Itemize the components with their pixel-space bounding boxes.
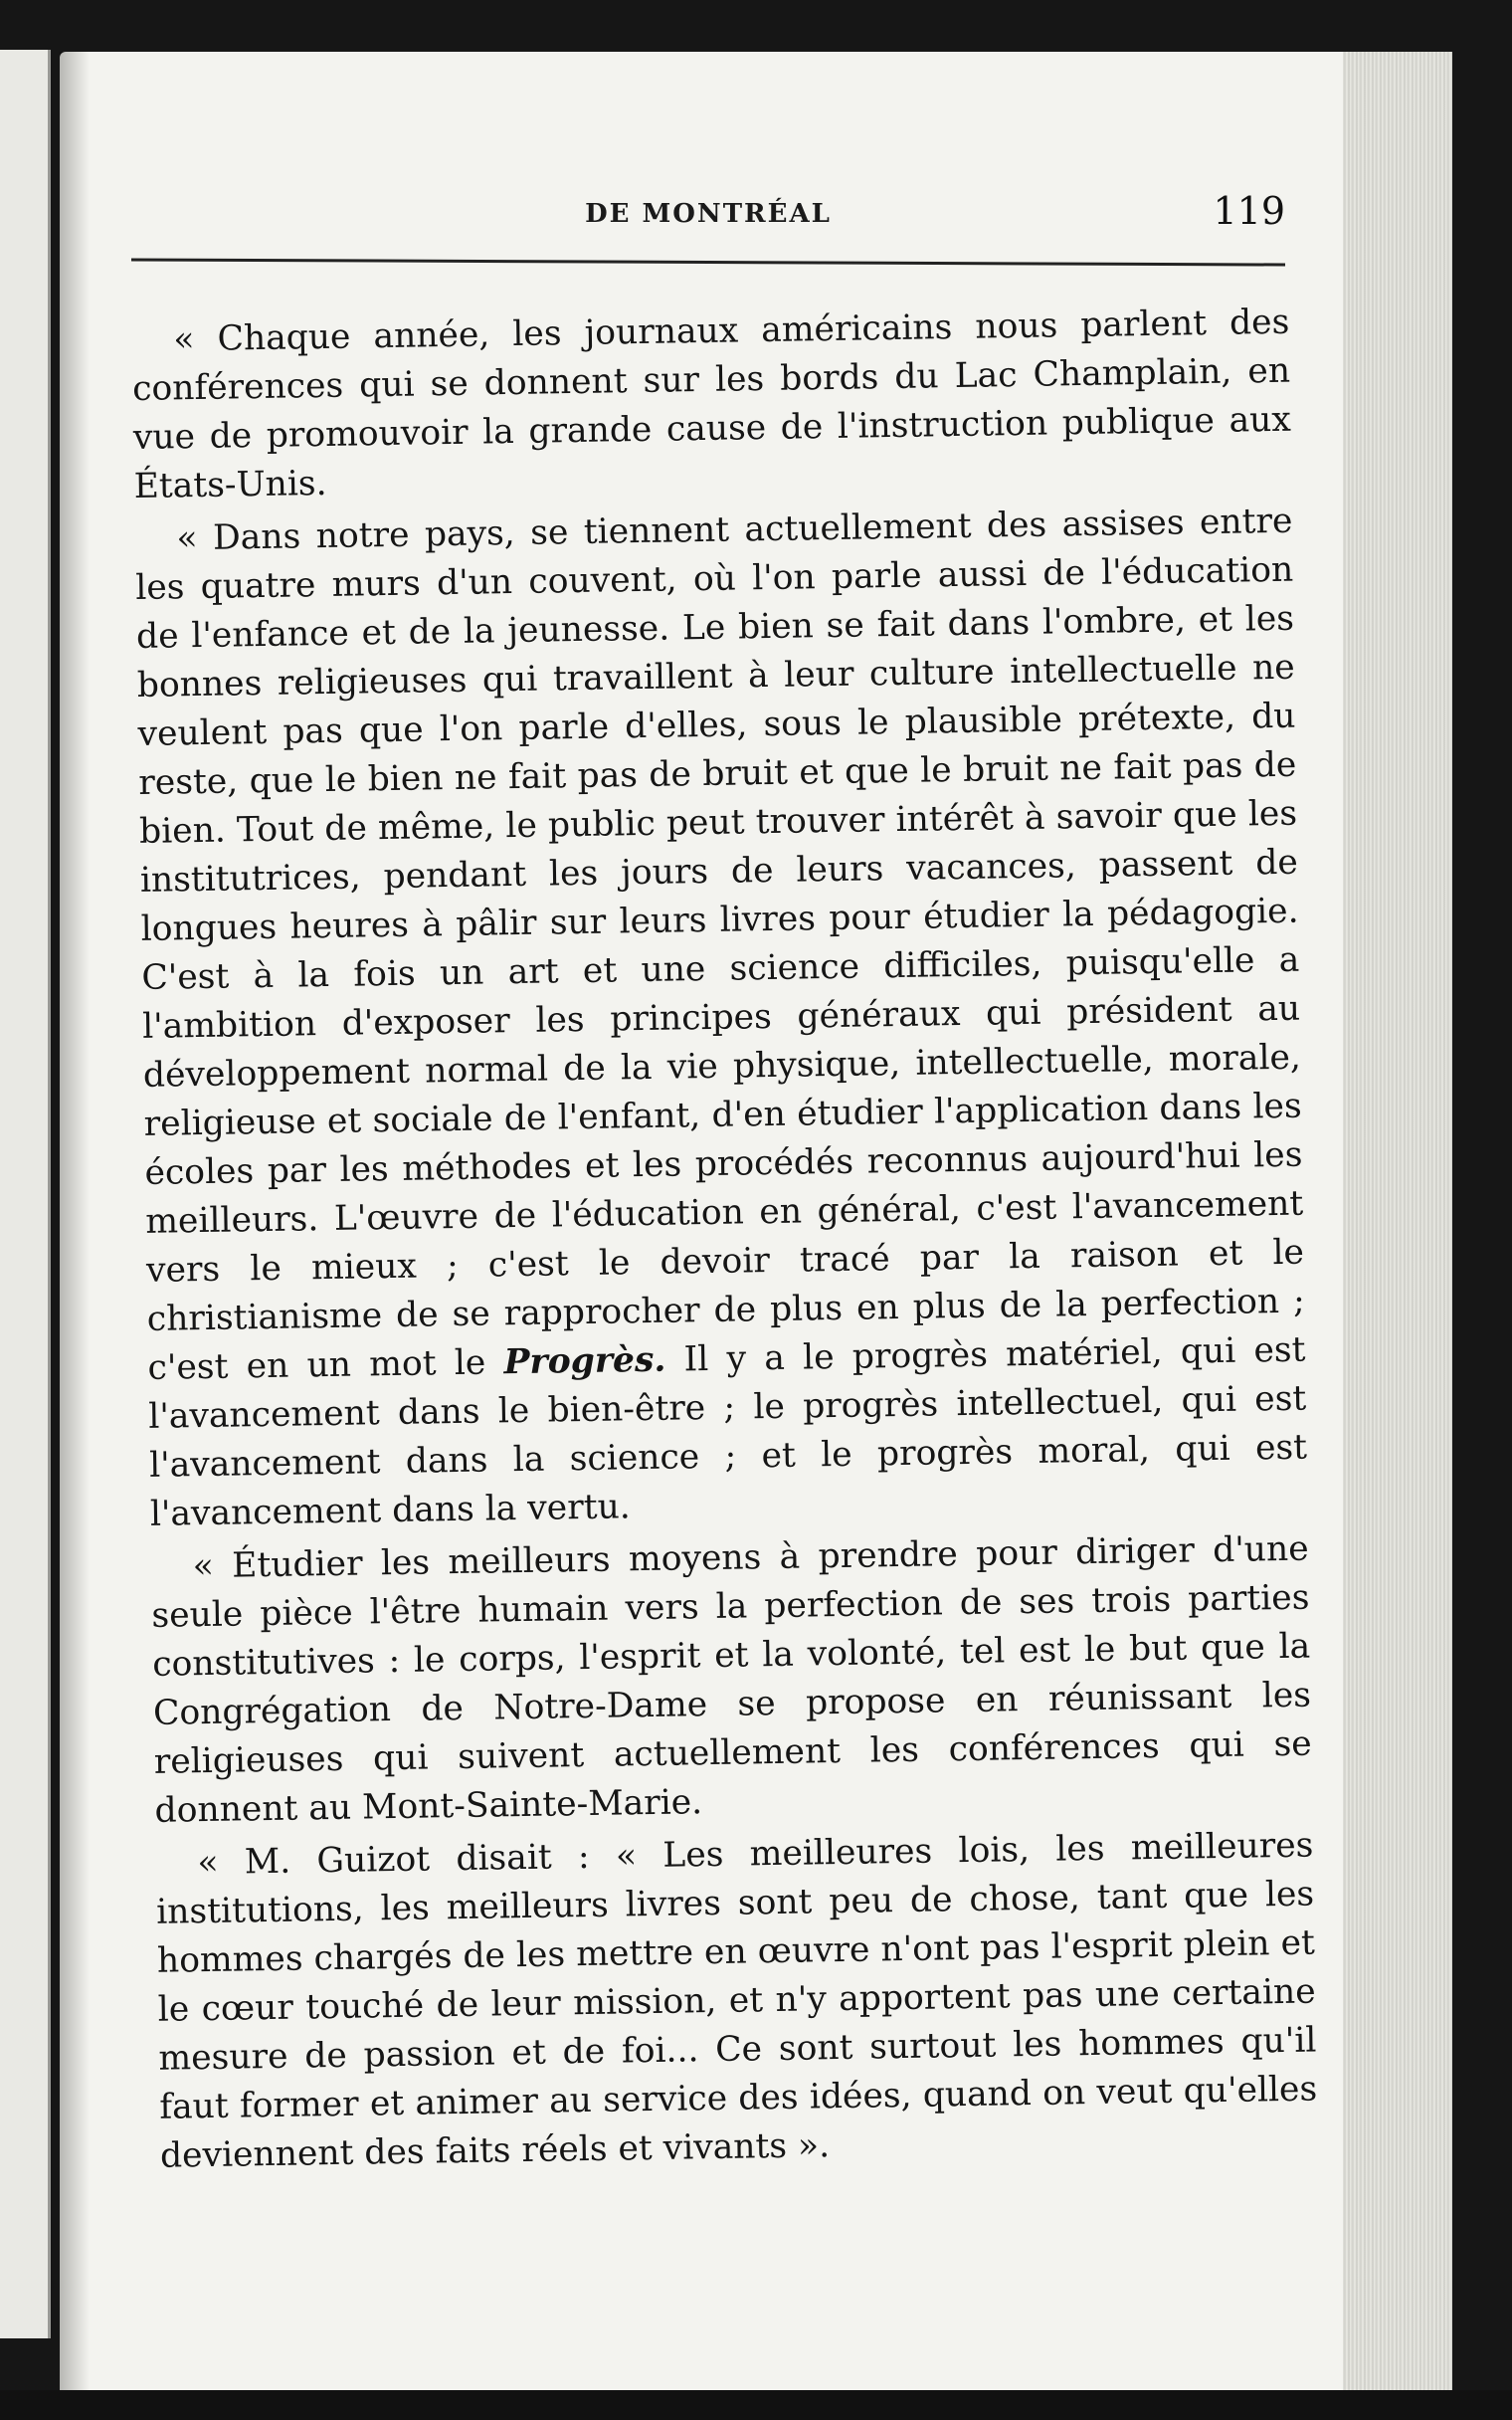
page-header bbox=[131, 189, 1285, 259]
paragraph-4: « M. Guizot disait : « Les meilleures lois, les meilleures institutions, les meilleurs livres sont peu de chose, tant que les hommes chargés de les mettre en œuvre n'ont pas l'esprit plein et le cœur touché de leur mission, et n'y apportent pas une certaine mesure de passion et de foi... Ce sont surtout les hommes qu'il faut former et animer au service des idées, quand on veut qu'elles deviennent des faits réels et vivants ». bbox=[155, 1825, 1318, 2176]
paragraph-2-tail: Il y a le progrès matériel, qui est l'avancement dans le bien-être ; le progrès intellectuel, qui est l'avancement dans la science ; et le progrès moral, qui est l'avancement dans la vertu. bbox=[148, 1329, 1308, 1534]
paragraph-2 bbox=[134, 498, 1308, 1539]
page-edge-stack bbox=[1343, 52, 1452, 2400]
paragraph-1: « Chaque année, les journaux américains nous parlent des conférences qui se donnent sur les bords du Lac Champlain, en vue de promouvoir la grande cause de l'instruction publique aux États-Unis. bbox=[131, 302, 1292, 506]
spine-shadow bbox=[60, 52, 90, 2400]
paragraph-3: « Étudier les meilleurs moyens à prendre pour diriger d'une seule pièce l'être humain vers la perfection de ses trois parties constitutives : le corps, l'esprit et la volonté, tel est le but que la Congrégation de Notre-Dame se propose en réunissant les religieuses qui suivent actuellement les conférences qui se donnent au Mont-Sainte-Marie. bbox=[151, 1528, 1312, 1831]
body-text bbox=[131, 299, 1318, 2181]
bottom-edge bbox=[0, 2390, 1512, 2420]
page-number: 119 bbox=[1213, 189, 1285, 233]
paragraph-2-text: « Dans notre pays, se tiennent actuellement des assises entre les quatre murs d'un couvent, où l'on parle aussi de l'éducation de l'enfance et de la jeunesse. Le bien se fait dans l'ombre, et les bonnes religieuses qui travaillent à leur culture intellectuelle ne veulent pas que l'on parle d'elles, sous le plausible prétexte, du reste, que le bien ne fait pas de bruit et que le bruit ne fait pas de bien. Tout de même, le public peut trouver intérêt à savoir que les institutrices, pendant les jours de leurs vacances, passent de longues heures à pâlir sur leurs livres pour étudier la pédagogie. C'est à la fois un art et une science difficiles, puisqu'elle a l'ambition d'exposer les principes généraux qui président au développement normal de la vie physique, intellectuelle, morale, religieuse et sociale de l'enfant, d'en étudier l'application dans les écoles par les méthodes et les procédés reconnus aujourd'hui les meilleurs. L'œuvre de l'éducation en général, c'est l'avancement vers le mieux ; c'est le devoir tracé par la raison et le christianisme de se rapprocher de plus en plus de la perfection ; c'est en un mot le bbox=[134, 501, 1306, 1388]
adjacent-page-edge bbox=[0, 50, 51, 2338]
italic-term: Progrès. bbox=[503, 1339, 666, 1383]
running-title: DE MONTRÉAL bbox=[585, 199, 832, 229]
